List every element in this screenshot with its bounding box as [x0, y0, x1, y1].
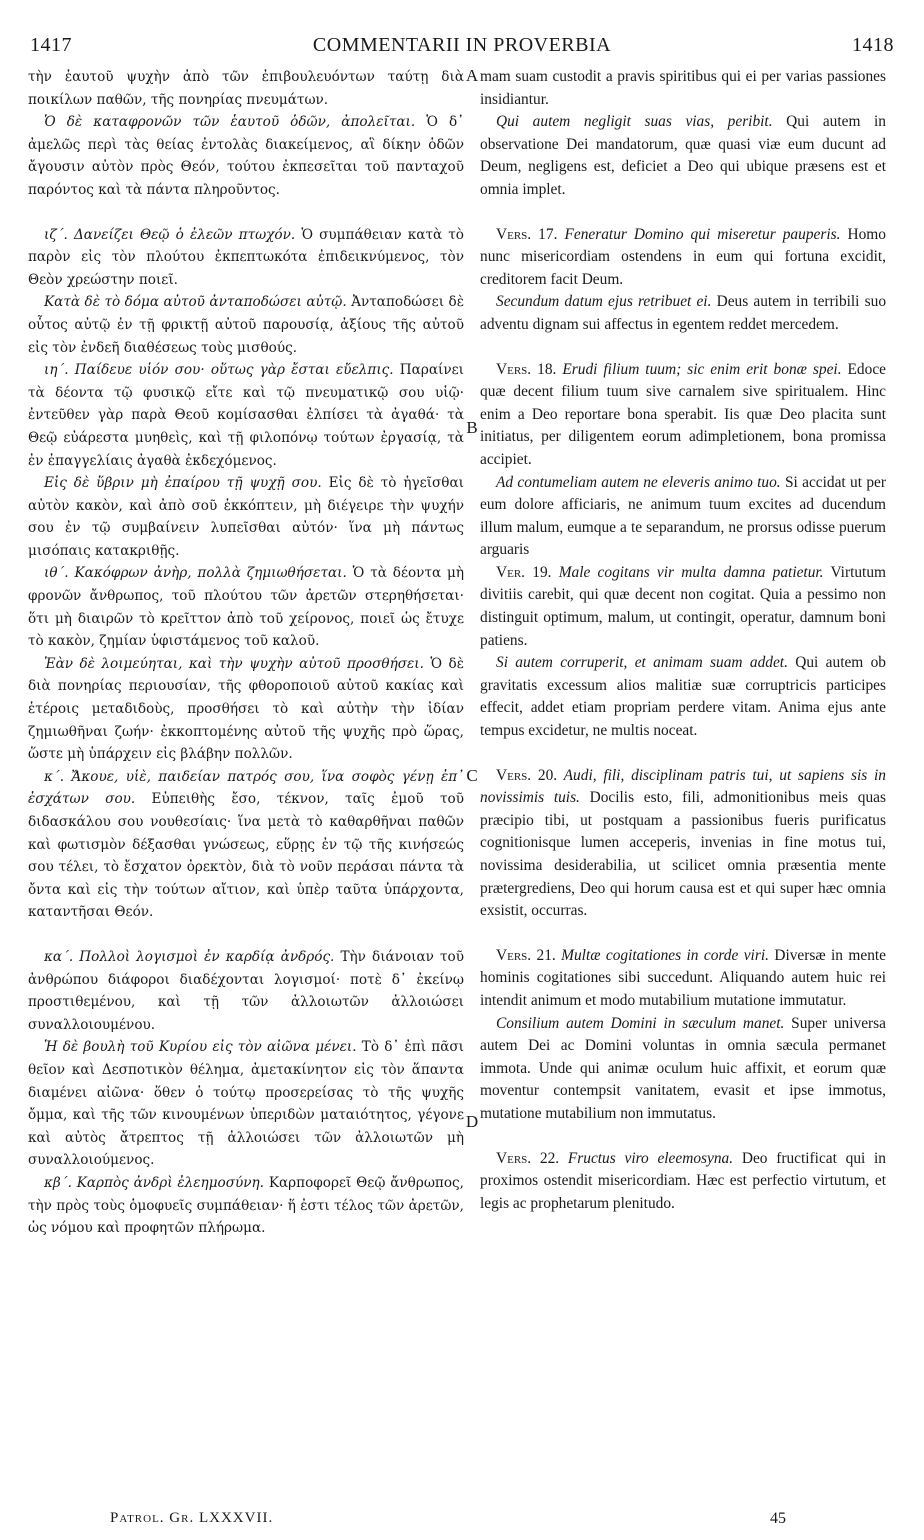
page-number-right: 1418 — [852, 34, 894, 56]
greek-text: Ὁ τὰ δέοντα μὴ φρονῶν ἄνθρωπος, τοῦ πλούτου τῶν ἀρετῶν στερηθήσεται· ὅτι μὴ διαιρῶν τὸ κρεῖττον ἀπὸ τοῦ χείρονος, ποιεῖ ὡς ἔτυχε τὸ κακὸν, ζημίαν ὑφιστάμενος τοῦ καλοῦ. — [28, 565, 464, 650]
latin-text: Si accidat ut per eum dolore afficiaris, ne animum tuum excites ad ducendum illum malum, eumque a te separandum, ne prorsus odisse puerum arguaris — [480, 473, 887, 559]
greek-lemma: Ἡ δὲ βουλὴ τοῦ Κυρίου εἰς τὸν αἰῶνα μένει. — [44, 1039, 357, 1056]
greek-text: Ὁ δὲ διὰ πονηρίας περιουσίαν, τῆς φθοροποιοῦ αὐτοῦ κακίας καὶ ἑτέροις μεταδιδοὺς, προσθήσει τὸ καὶ αὐτὴν τὴν ἰδίαν ζημιωθῆναι ζωήν· ἐκκοπτομένης αὐτοῦ τῆς ψυχῆς πρὸ ὥρας, ὥστε μὴ ὑπάρχειν εἰς βλάβην πολλῶν. — [28, 655, 464, 763]
greek-lemma: κ΄. Ἄκουε, υἱὲ, παιδείαν πατρός σου, ἵνα σοφὸς γένῃ ἐπ᾽ ἐσχάτων σου. — [28, 768, 464, 808]
greek-paragraph — [28, 766, 464, 924]
latin-paragraph — [480, 224, 886, 292]
latin-text: Qui autem ob gravitatis excessum alios malitiæ suæ corruptricis participes effecit, addet etiam propriam perdere vitam. Anima ejus ante tempus excidetur, ne multis noceat. — [480, 654, 886, 740]
greek-text: Τὸ δ᾽ ἐπὶ πᾶσι θεῖον καὶ Δεσποτικὸν θέλημα, ἀμετακίνητον εἰς τὸν ἅπαντα διαμένει αἰῶνα· ὅθεν ὁ τούτῳ προσερείσας τὸ τῆς ψυχῆς ὄμμα, καὶ τῆς τῶν κινουμένων ὑπεριδὼν ματαιότητος, γέγονε καὶ αὐτὸς ἄτρεπτος τῇ ἀλλοιώσει τῶν ἀλλοιωτῶν μὴ συναλλοιούμενος. — [28, 1039, 464, 1169]
greek-paragraph — [28, 111, 464, 201]
greek-paragraph — [28, 66, 464, 111]
latin-paragraph — [480, 472, 886, 562]
latin-text: Homo nunc misericordiam ostendens in eum qui fortuna excidit, creditorem facit Deum. — [480, 225, 886, 288]
verse-number: Ver. 19. — [496, 563, 552, 581]
latin-paragraph — [480, 562, 886, 652]
greek-lemma: Κατὰ δὲ τὸ δόμα αὐτοῦ ἀνταποδώσει αὐτῷ. — [44, 294, 347, 311]
latin-text: mam suam custodit a pravis spiritibus qui ei per varias passiones insidiantur. — [480, 68, 886, 108]
greek-paragraph — [28, 1036, 464, 1172]
greek-lemma: Ἐὰν δὲ λοιμεύηται, καὶ τὴν ψυχὴν αὐτοῦ προσθήσει. — [44, 655, 424, 672]
greek-text: Ἀνταποδώσει δὲ οὗτος αὐτῷ ἐν τῇ φρικτῇ αὐτοῦ παρουσίᾳ, ἀξίους τῆς αὐτοῦ εἰς τὸν ἐνδεῆ διαθέσεως τοὺς μισθούς. — [28, 294, 464, 356]
latin-paragraph — [480, 1013, 886, 1126]
latin-lemma: Erudi filium tuum; sic enim erit bonæ spei. — [556, 360, 842, 378]
greek-lemma: ιθ΄. Κακόφρων ἀνὴρ, πολλὰ ζημιωθήσεται. — [44, 565, 347, 582]
column-marker-a: A — [465, 66, 479, 85]
column-marker-c: C — [466, 766, 478, 785]
greek-text: Ὁ συμπάθειαν κατὰ τὸ παρὸν εἰς τὸν πλούτου ἐκπεπτωκότα ἐπιδεικνύμενος, τὸν Θεὸν χρεώστην ποιεῖ. — [28, 226, 464, 288]
greek-paragraph — [28, 562, 464, 652]
verse-number: Vers. 17. — [496, 225, 558, 243]
verse-number: Vers. 22. — [496, 1149, 560, 1167]
column-marker-d: D — [465, 1112, 479, 1131]
latin-paragraph — [480, 652, 886, 742]
latin-paragraph — [480, 1148, 886, 1216]
greek-paragraph — [28, 946, 464, 1036]
footer-signature: Patrol. Gr. LXXXVII. — [110, 1510, 274, 1526]
greek-lemma: ιζ΄. Δανείζει Θεῷ ὁ ἐλεῶν πτωχόν. — [44, 226, 296, 243]
latin-text: Qui autem in observatione Dei mandatorum, quæ quasi viæ eum ducunt ad Deum, negligens est, deficiet a Deo qui ubique præsens est et omnia implet. — [480, 113, 886, 198]
latin-paragraph — [480, 945, 886, 1013]
latin-paragraph — [480, 291, 886, 336]
latin-text: Edoce quæ decent filium tuum sive carnalem sive spiritualem. Hinc enim a Deo reportare bona sperabit. Iis quæ Deo placita sunt initiatus, per diligentem eorum adimpletionem, bona promissa accipiet. — [480, 360, 886, 468]
latin-lemma: Consilium autem Domini in sæculum manet. — [496, 1014, 785, 1032]
latin-paragraph — [480, 111, 886, 201]
latin-text: Docilis esto, fili, admonitionibus meis quas præcipio tibi, ut postquam a passionibus fueris purificatus cognitionisque lumen acceperis, invenias in fine motus tui, novissima desiderabilia, ut scilicet omnia præsentia mente prætergrediens, Deo qui horum causa est et qui super hæc omnia exsistit, occurras. — [480, 789, 886, 920]
latin-lemma: Feneratur Domino qui miseretur pauperis. — [557, 225, 841, 243]
latin-text: Deo fructificat qui in proximos ostendit misericordiam. Hæc est perfectio virtutum, et legis ac prophetarum plenitudo. — [480, 1149, 887, 1212]
footer-sheet-number: 45 — [770, 1510, 786, 1527]
latin-lemma: Qui autem negligit suas vias, peribit. — [496, 113, 773, 131]
greek-text: τὴν ἑαυτοῦ ψυχὴν ἀπὸ τῶν ἐπιβουλευόντων ταύτῃ διὰ ποικίλων παθῶν, τῆς πονηρίας πνευμάτων. — [28, 69, 464, 108]
latin-lemma: Fructus viro eleemosyna. — [559, 1149, 734, 1167]
greek-paragraph — [28, 291, 464, 359]
column-marker-b: B — [466, 418, 478, 437]
greek-lemma: Εἰς δὲ ὕβριν μὴ ἐπαίρου τῇ ψυχῇ σου. — [44, 475, 322, 492]
latin-paragraph — [480, 359, 886, 472]
greek-text: Εἰς δὲ τὸ ἡγεῖσθαι αὐτὸν κακὸν, καὶ ἀπὸ σοῦ ἐκκόπτειν, μὴ διέγειρε τὴν ψυχήν σου ἐν τῷ συμβαίνειν λυπεῖσθαι αὐτόν· ἵνα μὴ πάντως μισόπαις κατακριθῇς. — [28, 475, 464, 559]
greek-lemma: κβ΄. Καρπὸς ἀνδρὶ ἐλεημοσύνη. — [44, 1174, 264, 1191]
greek-lemma: Ὁ δὲ καταφρονῶν τῶν ἑαυτοῦ ὁδῶν, ἀπολεῖται. — [44, 114, 416, 131]
greek-text: Εὐπειθὴς ἔσο, τέκνον, ταῖς ἐμοῦ τοῦ διδασκάλου σου νουθεσίαις· ἵνα μετὰ τὸ καθαρθῆναι παθῶν καὶ φωτισμὸν δέξασθαι γνώσεως, εὕρῃς ἐν τῷ τῆς κινήσεώς σου τέλει, τὸ ἔσχατον ὀρεκτὸν, διὰ τὸ νοῦν περάσαι πάντα τὰ ὄντα καὶ εἰς τὴν τούτων αἴτιον, καὶ ὑπὲρ ταῦτα ὑπάρχοντα, καταντῆσαι Θεόν. — [28, 791, 464, 921]
greek-paragraph — [28, 472, 464, 562]
greek-text: Παραίνει τὰ δέοντα τῷ φυσικῷ εἴτε καὶ τῷ πνευματικῷ σου υἱῷ· ἐντεῦθεν γὰρ παρὰ Θεοῦ κομίσασθαι ἐλπίσει τὰ ἀγαθά· τὰ Θεῷ εὐάρεστα μυηθεὶς, καὶ τῇ φιλοπόνῳ τούτων ἐργασίᾳ, τὰ ἐν ἐπαγγελίαις ἀγαθὰ ἐκδεχόμενος. — [28, 362, 464, 469]
greek-paragraph — [28, 224, 464, 292]
latin-lemma: Ad contumeliam autem ne eleveris animo tuo. — [496, 473, 781, 491]
latin-lemma: Si autem corruperit, et animam suam addet. — [496, 654, 788, 672]
verse-number: Vers. 18. — [496, 360, 557, 378]
greek-paragraph — [28, 1172, 464, 1240]
verse-number: Vers. 20. — [496, 766, 558, 784]
running-header — [30, 34, 894, 60]
latin-paragraph — [480, 765, 886, 923]
latin-text: Deus autem in terribili suo adventu dignam sui affectus in egentem reddet mercedem. — [480, 293, 887, 333]
greek-paragraph — [28, 359, 464, 472]
greek-text: Ὁ δ᾽ ἀμελῶς περὶ τὰς θείας ἐντολὰς διακείμενος, αἳ δίκην ὁδῶν ἄγουσιν αὐτὸν πρὸς Θεόν, τούτου ἐκπεσεῖται τοῦ πανταχοῦ παρόντος καὶ τὰ πάντα πληροῦντος. — [28, 114, 464, 198]
greek-text: Καρποφορεῖ Θεῷ ἄνθρωπος, τὴν πρὸς τοὺς ὁμοφυεῖς συμπάθειαν· ἥ ἐστι τέλος τῶν ἀρετῶν, ὡς νόμου καὶ προφητῶν πλήρωμα. — [28, 1174, 464, 1237]
greek-lemma: κα΄. Πολλοὶ λογισμοὶ ἐν καρδίᾳ ἀνδρός. — [44, 948, 335, 965]
latin-text: Diversæ in mente hominis cogitationes sibi succedunt. Aliquando autem huic rei intendit animum et modo mutabilium mutatione immutatur. — [480, 946, 886, 1009]
verse-number: Vers. 21. — [496, 946, 556, 964]
latin-lemma: Multæ cogitationes in corde viri. — [555, 946, 769, 964]
latin-paragraph — [480, 66, 886, 111]
greek-lemma: ιη΄. Παίδευε υἱόν σου· οὕτως γὰρ ἔσται εὔελπις. — [44, 362, 394, 379]
running-title: COMMENTARII IN PROVERBIA — [312, 34, 612, 56]
latin-lemma: Secundum datum ejus retribuet ei. — [496, 293, 712, 311]
latin-lemma: Audi, fili, disciplinam patris tui, ut sapiens sis in novissimis tuis. — [480, 766, 886, 807]
greek-text: Τὴν διάνοιαν τοῦ ἀνθρώπου διάφοροι διαδέχονται λογισμοί· ποτὲ δ᾽ ἐκείνῳ προστιθεμένου, καὶ τῇ τῶν ἀλλοιωτῶν ἀλλοιώσει συναλλοιουμένου. — [28, 948, 465, 1033]
latin-column — [480, 66, 886, 1215]
latin-text: Super universa autem Dei ac Domini voluntas in omnia sæcula permanet immota. Unde qui animæ oculum huic affixit, et eorum quæ moventur contempsit vanitatem, evasit et ipse immotus, mutatione mutabilium non immutatus. — [480, 1014, 886, 1122]
page-number-left: 1417 — [30, 34, 72, 56]
latin-text: Virtutum divitiis carebit, qui quæ decent non cogitat. Quia a pessimo non distinguit optimum, malum, ut contingit, operatur, damnum boni patiens. — [480, 563, 886, 649]
greek-paragraph — [28, 653, 464, 766]
latin-lemma: Male cogitans vir multa damna patietur. — [551, 563, 824, 581]
greek-column — [28, 66, 464, 1240]
